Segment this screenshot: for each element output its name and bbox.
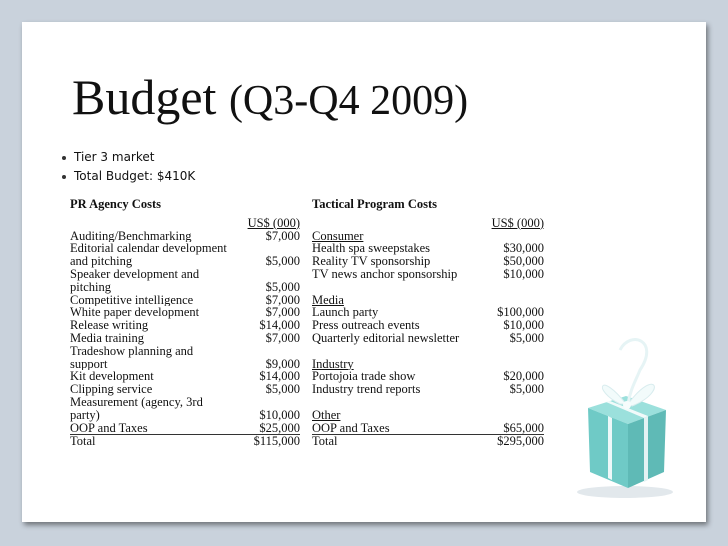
currency-header-row: [70, 217, 300, 230]
section-spacer: [312, 345, 544, 358]
row-label: Industry trend reports: [312, 383, 421, 396]
row-amount: $5,000: [509, 330, 544, 345]
table-heading: PR Agency Costs: [70, 198, 161, 211]
row-label: TV news anchor sponsorship: [312, 267, 458, 281]
currency-header: US$ (000): [247, 215, 300, 230]
row-amount: $7,000: [265, 292, 300, 307]
row-amount: [464, 409, 544, 422]
table-row: [70, 396, 300, 409]
total-label: Total: [312, 435, 338, 449]
section-label: Other: [312, 408, 341, 422]
section-label: Industry: [312, 357, 354, 371]
row-label: Competitive intelligence: [70, 293, 194, 307]
row-amount: $7,000: [265, 228, 300, 243]
title-main: Budget: [72, 69, 217, 125]
table-row: [70, 230, 300, 243]
table-heading: Tactical Program Costs: [312, 198, 437, 211]
row-label: White paper development: [70, 306, 200, 320]
table-row: [70, 281, 300, 294]
table-row: [312, 383, 544, 396]
row-amount: $30,000: [503, 241, 544, 256]
row-amount: $5,000: [265, 254, 300, 269]
row-amount: $5,000: [265, 279, 300, 294]
row-label: Speaker development and: [70, 267, 200, 281]
row-amount: [230, 345, 300, 358]
table-row: [70, 422, 300, 435]
row-amount: [230, 396, 300, 409]
row-amount: $5,000: [509, 382, 544, 397]
section-spacer: [312, 396, 544, 409]
table-row: [70, 434, 300, 448]
row-amount: $50,000: [503, 254, 544, 269]
table-row: [70, 383, 300, 396]
section-label: Consumer: [312, 229, 364, 243]
table-row: [312, 434, 544, 448]
table-row: [312, 409, 544, 422]
total-label: Total: [70, 435, 96, 449]
row-label: OOP and Taxes: [70, 421, 148, 435]
row-label: Tradeshow planning and: [70, 344, 194, 358]
row-label: Auditing/Benchmarking: [70, 229, 192, 243]
row-label: Editorial calendar development: [70, 242, 227, 256]
row-amount: $14,000: [259, 318, 300, 333]
pr-agency-costs-table: [70, 198, 300, 448]
table-row: [70, 409, 300, 422]
row-label: party): [70, 408, 100, 422]
row-amount: $65,000: [503, 420, 544, 435]
row-amount: $10,000: [503, 318, 544, 333]
row-amount: $5,000: [265, 382, 300, 397]
table-heading-row: [312, 198, 544, 211]
row-label: Press outreach events: [312, 319, 420, 332]
row-amount: $100,000: [497, 305, 544, 320]
row-amount: $10,000: [503, 266, 544, 281]
table-row: [312, 422, 544, 435]
total-amount: $295,000: [497, 434, 544, 449]
total-amount: $115,000: [253, 434, 300, 449]
table-row: [70, 332, 300, 345]
row-label: Health spa sweepstakes: [312, 242, 431, 256]
bullet-item: Total Budget: $410K: [60, 167, 195, 186]
row-label: pitching: [70, 280, 111, 294]
row-label: Launch party: [312, 306, 379, 320]
slide-title: [72, 67, 468, 131]
gift-box-icon: [570, 330, 680, 500]
row-label: Kit development: [70, 370, 154, 384]
row-amount: $9,000: [265, 356, 300, 371]
currency-header: US$ (000): [491, 215, 544, 230]
table-row: [70, 345, 300, 358]
bullet-list: [60, 148, 195, 186]
title-sub: (Q3-Q4 2009): [228, 78, 469, 124]
section-spacer: [312, 281, 544, 294]
tactical-program-costs-table: [312, 198, 544, 448]
row-label: Reality TV sponsorship: [312, 255, 431, 268]
table-row: [70, 268, 300, 281]
row-label: OOP and Taxes: [312, 421, 390, 435]
row-amount: $7,000: [265, 330, 300, 345]
table-row: [70, 255, 300, 268]
row-label: Release writing: [70, 319, 149, 332]
row-label: Measurement (agency, 3rd: [70, 395, 203, 409]
row-amount: $7,000: [265, 305, 300, 320]
table-row: [312, 332, 544, 345]
row-amount: $20,000: [503, 369, 544, 384]
row-label: Quarterly editorial newsletter: [312, 331, 460, 345]
row-label: Clipping service: [70, 383, 153, 396]
row-label: support: [70, 357, 108, 371]
bullet-item: Tier 3 market: [60, 148, 195, 167]
row-amount: $25,000: [259, 420, 300, 435]
row-label: and pitching: [70, 255, 133, 268]
currency-header-row: [312, 217, 544, 230]
row-label: Portojoia trade show: [312, 370, 416, 384]
row-amount: $14,000: [259, 369, 300, 384]
table-row: [312, 268, 544, 281]
section-label: Media: [312, 293, 344, 307]
row-amount: $10,000: [259, 407, 300, 422]
row-label: Media training: [70, 331, 144, 345]
table-heading-row: [70, 198, 300, 211]
row-amount: [230, 268, 300, 281]
